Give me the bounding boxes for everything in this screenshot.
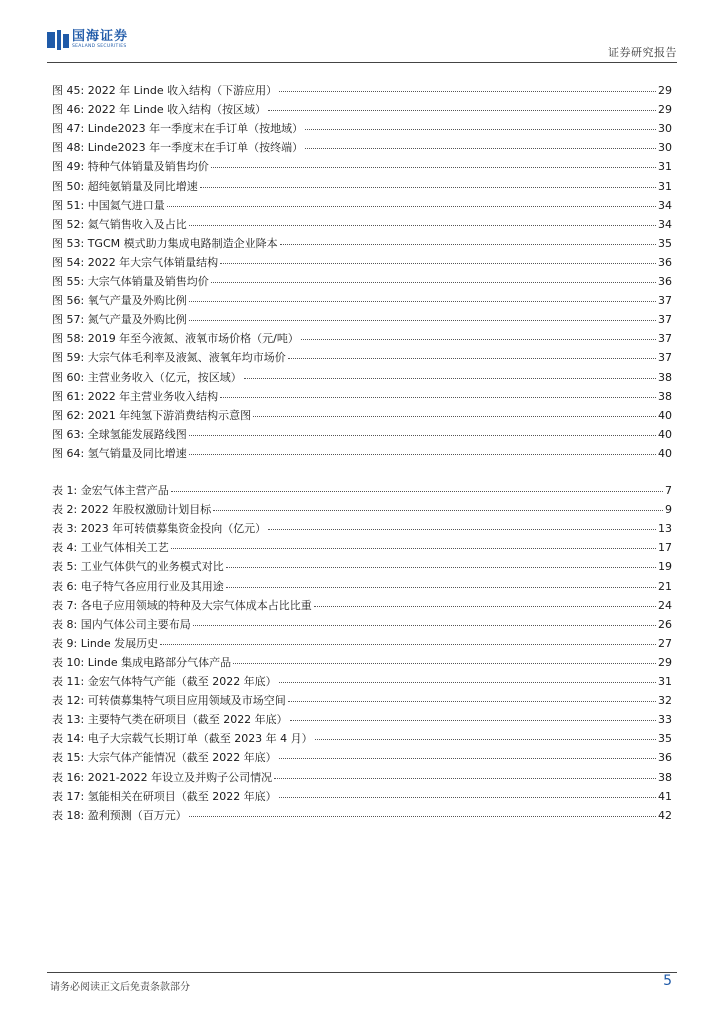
table-entry-label: 表 10: Linde 集成电路部分气体产品	[52, 655, 232, 669]
table-entry-page: 26	[658, 617, 672, 631]
table-entry[interactable]	[52, 692, 672, 708]
table-entry-page: 9	[665, 503, 672, 517]
table-entry[interactable]	[52, 520, 672, 536]
table-entry-label: 表 5: 工业气体供气的业务模式对比	[52, 560, 224, 574]
footer-disclaimer: 请务必阅读正文后免责条款部分	[50, 982, 190, 993]
figure-entry[interactable]	[52, 407, 672, 423]
figure-entry[interactable]	[52, 349, 672, 365]
figure-entry-label: 图 46: 2022 年 Linde 收入结构（按区域）	[52, 103, 267, 117]
table-entry-page: 32	[658, 694, 672, 708]
dot-leader	[189, 424, 656, 436]
table-entry[interactable]	[52, 788, 672, 804]
figure-entry-page: 29	[658, 84, 672, 97]
dot-leader	[193, 614, 656, 626]
table-entry[interactable]	[52, 616, 672, 632]
dot-leader	[290, 709, 656, 721]
figure-entry-label: 图 63: 全球氢能发展路线图	[52, 427, 187, 441]
figure-entry-page: 38	[658, 389, 672, 403]
figure-entry[interactable]	[52, 158, 672, 174]
footer-divider	[47, 972, 677, 973]
table-entry-label: 表 18: 盈利预测（百万元）	[52, 808, 187, 822]
figure-entry[interactable]	[52, 426, 672, 442]
company-logo	[47, 30, 128, 50]
table-entry-label: 表 3: 2023 年可转债募集资金投向（亿元）	[52, 522, 267, 536]
dot-leader	[288, 690, 656, 702]
figure-entry[interactable]	[52, 388, 672, 404]
figure-entry-page: 37	[658, 294, 672, 308]
dot-leader	[220, 252, 656, 264]
dot-leader	[189, 290, 656, 302]
figure-entry-label: 图 62: 2021 年纯氢下游消费结构示意图	[52, 408, 252, 422]
dot-leader	[189, 805, 656, 817]
figure-entry-page: 38	[658, 370, 672, 384]
dot-leader	[315, 728, 656, 740]
figure-entry-page: 29	[658, 103, 672, 117]
figure-entry-label: 图 53: TGCM 模式助力集成电路制造企业降本	[52, 236, 278, 250]
dot-leader	[279, 786, 656, 798]
figure-entry[interactable]	[52, 216, 672, 232]
figure-entry[interactable]	[52, 254, 672, 270]
table-entry-label: 表 11: 金宏气体特气产能（截至 2022 年底）	[52, 675, 277, 688]
table-entry[interactable]	[52, 711, 672, 727]
table-entry[interactable]	[52, 482, 672, 498]
dot-leader	[288, 347, 656, 359]
page-header	[47, 30, 677, 62]
table-entry-page: 35	[658, 732, 672, 746]
table-entry[interactable]	[52, 654, 672, 670]
dot-leader	[314, 595, 656, 607]
dot-leader	[279, 671, 656, 683]
figure-entry[interactable]	[52, 139, 672, 155]
figure-entry-label: 图 60: 主营业务收入（亿元，按区域）	[52, 370, 242, 384]
table-entry-label: 表 14: 电子大宗载气长期订单（截至 2023 年 4 月）	[52, 732, 313, 746]
dot-leader	[305, 137, 656, 149]
logo-name-en: SEALAND SECURITIES	[72, 44, 127, 50]
table-entry[interactable]	[52, 501, 672, 517]
figure-entry-label: 图 47: Linde2023 年一季度末在手订单（按地域）	[52, 122, 304, 136]
table-entry-label: 表 9: Linde 发展历史	[52, 636, 159, 650]
dot-leader	[167, 195, 656, 207]
figure-entry-label: 图 59: 大宗气体毛利率及液氮、液氧年均市场价	[52, 351, 286, 365]
dot-leader	[171, 537, 656, 549]
table-entry-label: 表 13: 主要特气类在研项目（截至 2022 年底）	[52, 713, 288, 727]
figure-entry-page: 35	[658, 236, 672, 250]
figure-entry-label: 图 45: 2022 年 Linde 收入结构（下游应用）	[52, 84, 278, 97]
dot-leader	[244, 367, 656, 379]
table-entry-page: 38	[658, 770, 672, 784]
table-entry-page: 29	[658, 655, 672, 669]
figure-entry[interactable]	[52, 101, 672, 117]
figure-entry-page: 30	[658, 122, 672, 136]
table-entry[interactable]	[52, 539, 672, 555]
table-entry[interactable]	[52, 749, 672, 765]
figure-entry-label: 图 61: 2022 年主营业务收入结构	[52, 389, 219, 403]
table-entry-page: 31	[658, 675, 672, 688]
figure-entry-page: 36	[658, 255, 672, 269]
dot-leader	[226, 556, 656, 568]
figure-entry-page: 34	[658, 198, 672, 212]
table-entry-page: 36	[658, 751, 672, 765]
table-entry[interactable]	[52, 673, 672, 689]
dot-leader	[213, 499, 663, 511]
table-entry[interactable]	[52, 558, 672, 574]
table-entry-page: 19	[658, 560, 672, 574]
figure-entry-page: 36	[658, 275, 672, 288]
dot-leader	[305, 118, 656, 130]
dot-leader	[189, 214, 656, 226]
dot-leader	[220, 386, 656, 398]
figure-entry[interactable]	[52, 330, 672, 346]
figure-entry-label: 图 49: 特种气体销量及销售均价	[52, 160, 209, 174]
figure-entry-label: 图 56: 氧气产量及外购比例	[52, 294, 187, 308]
table-entry-page: 41	[658, 789, 672, 803]
table-entry-page: 27	[658, 636, 672, 650]
table-entry[interactable]	[52, 578, 672, 594]
dot-leader	[279, 747, 656, 759]
figure-entry[interactable]	[52, 178, 672, 194]
table-entry-label: 表 15: 大宗气体产能情况（截至 2022 年底）	[52, 751, 277, 765]
figure-entry[interactable]	[52, 311, 672, 327]
dot-leader	[211, 156, 656, 168]
dot-leader	[301, 328, 656, 340]
table-entry-label: 表 1: 金宏气体主营产品	[52, 484, 169, 497]
figure-entry-page: 30	[658, 141, 672, 155]
figure-entry-page: 34	[658, 217, 672, 231]
dot-leader	[274, 767, 656, 779]
table-entry-page: 33	[658, 713, 672, 727]
figure-entry-label: 图 57: 氮气产量及外购比例	[52, 313, 187, 327]
figure-entry[interactable]	[52, 273, 672, 289]
table-entry-page: 7	[665, 484, 672, 497]
dot-leader	[189, 309, 656, 321]
figure-entry-label: 图 64: 氢气销量及同比增速	[52, 446, 187, 460]
table-entry-page: 13	[658, 522, 672, 536]
figure-entry-page: 31	[658, 160, 672, 174]
dot-leader	[189, 443, 656, 455]
dot-leader	[279, 80, 656, 92]
figure-entry-page: 37	[658, 332, 672, 346]
dot-leader	[211, 271, 656, 283]
dot-leader	[233, 652, 656, 664]
table-entry-page: 17	[658, 541, 672, 555]
figure-entry-page: 37	[658, 313, 672, 327]
table-entry-label: 表 7: 各电子应用领域的特种及大宗气体成本占比比重	[52, 598, 312, 612]
dot-leader	[160, 633, 656, 645]
figure-entry[interactable]	[52, 445, 672, 461]
table-entry-label: 表 2: 2022 年股权激励计划目标	[52, 503, 212, 517]
figure-entry-label: 图 54: 2022 年大宗气体销量结构	[52, 255, 219, 269]
figure-entry[interactable]	[52, 235, 672, 251]
table-entry-page: 42	[658, 808, 672, 822]
table-entry-label: 表 8: 国内气体公司主要布局	[52, 617, 191, 631]
figure-entry[interactable]	[52, 292, 672, 308]
table-entry-label: 表 4: 工业气体相关工艺	[52, 541, 169, 555]
figure-entry-label: 图 50: 超纯氨销量及同比增速	[52, 179, 198, 193]
figure-entry-label: 图 52: 氦气销售收入及占比	[52, 217, 187, 231]
table-entry[interactable]	[52, 730, 672, 746]
dot-leader	[171, 480, 663, 492]
table-entry[interactable]	[52, 597, 672, 613]
figure-entry-page: 40	[658, 408, 672, 422]
figure-entry-label: 图 55: 大宗气体销量及销售均价	[52, 275, 209, 288]
figure-entry[interactable]	[52, 369, 672, 385]
table-entry-label: 表 17: 氢能相关在研项目（截至 2022 年底）	[52, 789, 277, 803]
figure-entry-page: 31	[658, 179, 672, 193]
dot-leader	[268, 99, 656, 111]
figure-entry[interactable]	[52, 82, 672, 98]
logo-name-cn: 国海证券	[72, 29, 129, 45]
dot-leader	[253, 405, 656, 417]
table-entry-label: 表 6: 电子特气各应用行业及其用途	[52, 579, 224, 593]
figure-entry[interactable]	[52, 197, 672, 213]
report-type: 证券研究报告	[608, 46, 677, 59]
figure-entry-label: 图 51: 中国氦气进口量	[52, 198, 165, 212]
page-number: 5	[663, 973, 672, 989]
dot-leader	[280, 233, 656, 245]
figure-entry-label: 图 58: 2019 年至今液氮、液氧市场价格（元/吨）	[52, 332, 299, 346]
table-entry[interactable]	[52, 769, 672, 785]
table-entry-page: 21	[658, 579, 672, 593]
logo-mark-icon	[47, 30, 69, 50]
dot-leader	[200, 176, 656, 188]
table-entry[interactable]	[52, 635, 672, 651]
figure-entry-label: 图 48: Linde2023 年一季度末在手订单（按终端）	[52, 141, 304, 155]
table-entry-label: 表 12: 可转债募集特气项目应用领域及市场空间	[52, 694, 286, 708]
figure-entry[interactable]	[52, 120, 672, 136]
table-entry-page: 24	[658, 598, 672, 612]
table-entry[interactable]	[52, 807, 672, 823]
figure-entry-page: 40	[658, 427, 672, 441]
dot-leader	[268, 518, 656, 530]
figure-entry-page: 37	[658, 351, 672, 365]
table-entry-label: 表 16: 2021-2022 年设立及并购子公司情况	[52, 770, 273, 784]
figure-entry-page: 40	[658, 446, 672, 460]
dot-leader	[226, 576, 656, 588]
header-divider	[47, 62, 677, 63]
